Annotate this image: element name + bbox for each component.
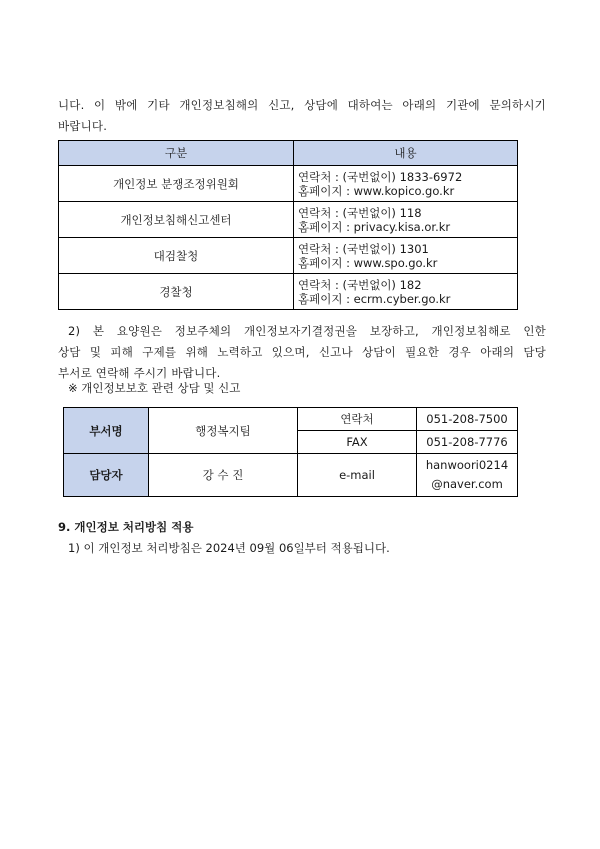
phone-label: 연락처 — [298, 408, 417, 431]
intro-paragraph — [58, 95, 546, 137]
agency-name: 대검찰청 — [59, 238, 294, 274]
fax-label: FAX — [298, 431, 417, 454]
agency-homepage: 홈페이지 : www.spo.go.kr — [298, 255, 438, 270]
person-label: 담당자 — [64, 454, 149, 497]
email-value-line-1: hanwoori0214 — [425, 458, 509, 472]
paragraph-2-line-3: 부서로 연락해 주시기 바랍니다. — [58, 366, 221, 380]
paragraph-2-line-1: 2) 본 요양원은 정보주체의 개인정보자기결정권을 보장하고, 개인정보침해로 인한 — [68, 324, 546, 338]
agency-table-header-content: 내용 — [294, 141, 518, 166]
agency-homepage: 홈페이지 : privacy.kisa.or.kr — [298, 219, 451, 234]
email-value-line-2: @naver.com — [431, 477, 503, 491]
section-9-sentence: 1) 이 개인정보 처리방침은 2024년 09월 06일부터 적용됩니다. — [68, 541, 390, 555]
table-row — [59, 202, 518, 238]
fax-value: 051-208-7776 — [417, 431, 518, 454]
table-row — [59, 274, 518, 310]
section-9-title: 9. 개인정보 처리방침 적용 — [58, 520, 194, 534]
table-row — [59, 166, 518, 202]
email-label: e-mail — [298, 454, 417, 497]
agency-info — [294, 238, 518, 274]
department-value: 행정복지팀 — [149, 408, 298, 454]
agency-table — [58, 140, 518, 310]
intro-line-2: 바랍니다. — [58, 119, 108, 133]
paragraph-2-line-2: 상담 및 피해 구제를 위해 노력하고 있으며, 신고나 상담이 필요한 경우 아래의 담당 — [58, 345, 546, 359]
agency-name: 개인정보 분쟁조정위원회 — [59, 166, 294, 202]
department-label: 부서명 — [64, 408, 149, 454]
agency-table-header-category: 구분 — [59, 141, 294, 166]
contact-note: ※ 개인정보보호 관련 상담 및 신고 — [68, 381, 241, 395]
agency-info — [294, 274, 518, 310]
department-table — [63, 407, 518, 497]
email-value — [417, 454, 518, 497]
agency-homepage: 홈페이지 : ecrm.cyber.go.kr — [298, 291, 451, 306]
agency-contact: 연락처 : (국번없이) 118 — [298, 205, 422, 220]
agency-contact: 연락처 : (국번없이) 182 — [298, 277, 422, 292]
paragraph-2 — [58, 321, 546, 384]
intro-line-1: 니다. 이 밖에 기타 개인정보침해의 신고, 상담에 대하여는 아래의 기관에 문의하시기 — [58, 98, 546, 112]
agency-contact: 연락처 : (국번없이) 1301 — [298, 241, 429, 256]
agency-name: 개인정보침해신고센터 — [59, 202, 294, 238]
agency-contact: 연락처 : (국번없이) 1833-6972 — [298, 169, 463, 184]
agency-homepage: 홈페이지 : www.kopico.go.kr — [298, 183, 455, 198]
table-row — [59, 238, 518, 274]
agency-info — [294, 166, 518, 202]
phone-value: 051-208-7500 — [417, 408, 518, 431]
agency-name: 경찰청 — [59, 274, 294, 310]
agency-info — [294, 202, 518, 238]
person-value: 강 수 진 — [149, 454, 298, 497]
